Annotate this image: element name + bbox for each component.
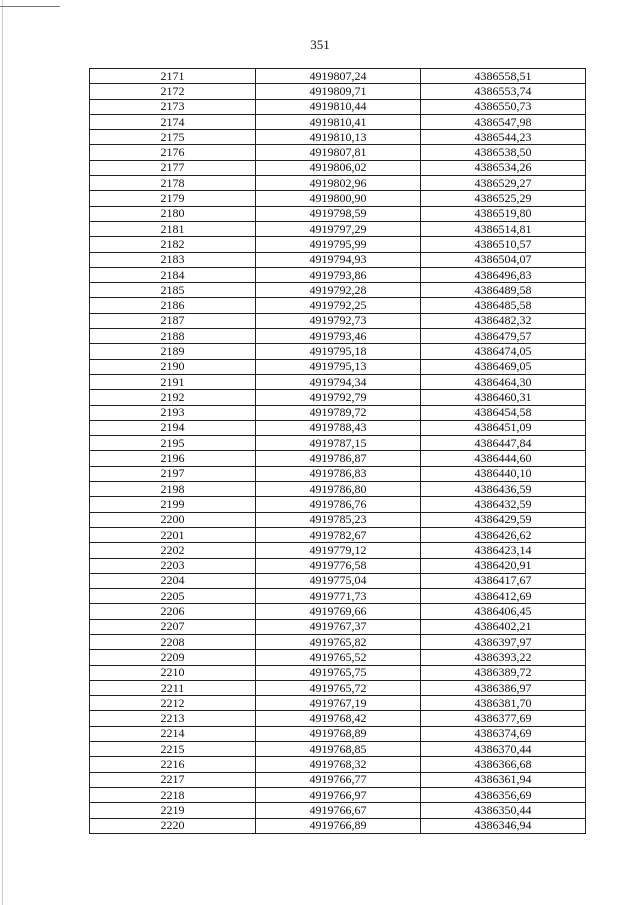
table-row	[90, 405, 586, 420]
x-coordinate-cell: 4919810,41	[256, 114, 421, 129]
y-coordinate-cell: 4386553,74	[421, 84, 586, 99]
point-number-cell: 2210	[90, 665, 256, 680]
table-row	[90, 543, 586, 558]
x-coordinate-cell: 4919766,77	[256, 772, 421, 787]
point-number-cell: 2205	[90, 589, 256, 604]
point-number-cell: 2200	[90, 512, 256, 527]
table-row	[90, 252, 586, 267]
point-number-cell: 2191	[90, 374, 256, 389]
table-row	[90, 283, 586, 298]
y-coordinate-cell: 4386454,58	[421, 405, 586, 420]
x-coordinate-cell: 4919793,46	[256, 329, 421, 344]
x-coordinate-cell: 4919768,32	[256, 757, 421, 772]
table-row	[90, 390, 586, 405]
y-coordinate-cell: 4386460,31	[421, 390, 586, 405]
point-number-cell: 2197	[90, 466, 256, 481]
x-coordinate-cell: 4919807,81	[256, 145, 421, 160]
point-number-cell: 2187	[90, 313, 256, 328]
table-row	[90, 313, 586, 328]
x-coordinate-cell: 4919806,02	[256, 160, 421, 175]
y-coordinate-cell: 4386479,57	[421, 329, 586, 344]
x-coordinate-cell: 4919765,52	[256, 650, 421, 665]
table-row	[90, 482, 586, 497]
point-number-cell: 2202	[90, 543, 256, 558]
x-coordinate-cell: 4919768,89	[256, 726, 421, 741]
x-coordinate-cell: 4919800,90	[256, 191, 421, 206]
y-coordinate-cell: 4386451,09	[421, 420, 586, 435]
y-coordinate-cell: 4386361,94	[421, 772, 586, 787]
y-coordinate-cell: 4386406,45	[421, 604, 586, 619]
y-coordinate-cell: 4386489,58	[421, 283, 586, 298]
x-coordinate-cell: 4919792,28	[256, 283, 421, 298]
x-coordinate-cell: 4919792,73	[256, 313, 421, 328]
point-number-cell: 2172	[90, 84, 256, 99]
x-coordinate-cell: 4919768,85	[256, 742, 421, 757]
point-number-cell: 2195	[90, 436, 256, 451]
table-row	[90, 130, 586, 145]
table-row	[90, 634, 586, 649]
y-coordinate-cell: 4386429,59	[421, 512, 586, 527]
x-coordinate-cell: 4919794,93	[256, 252, 421, 267]
y-coordinate-cell: 4386482,32	[421, 313, 586, 328]
table-row	[90, 420, 586, 435]
point-number-cell: 2189	[90, 344, 256, 359]
table-row	[90, 114, 586, 129]
x-coordinate-cell: 4919795,13	[256, 359, 421, 374]
point-number-cell: 2185	[90, 283, 256, 298]
table-row	[90, 466, 586, 481]
x-coordinate-cell: 4919786,80	[256, 482, 421, 497]
point-number-cell: 2192	[90, 390, 256, 405]
table-row	[90, 757, 586, 772]
y-coordinate-cell: 4386402,21	[421, 619, 586, 634]
x-coordinate-cell: 4919775,04	[256, 573, 421, 588]
point-number-cell: 2171	[90, 69, 256, 84]
page-number: 351	[310, 37, 330, 52]
point-number-cell: 2204	[90, 573, 256, 588]
x-coordinate-cell: 4919766,89	[256, 818, 421, 833]
point-number-cell: 2177	[90, 160, 256, 175]
y-coordinate-cell: 4386514,81	[421, 221, 586, 236]
y-coordinate-cell: 4386474,05	[421, 344, 586, 359]
y-coordinate-cell: 4386374,69	[421, 726, 586, 741]
y-coordinate-cell: 4386432,59	[421, 497, 586, 512]
x-coordinate-cell: 4919766,97	[256, 787, 421, 802]
x-coordinate-cell: 4919771,73	[256, 589, 421, 604]
point-number-cell: 2182	[90, 237, 256, 252]
point-number-cell: 2179	[90, 191, 256, 206]
x-coordinate-cell: 4919788,43	[256, 420, 421, 435]
table-row	[90, 99, 586, 114]
point-number-cell: 2203	[90, 558, 256, 573]
x-coordinate-cell: 4919786,76	[256, 497, 421, 512]
point-number-cell: 2216	[90, 757, 256, 772]
point-number-cell: 2193	[90, 405, 256, 420]
y-coordinate-cell: 4386447,84	[421, 436, 586, 451]
x-coordinate-cell: 4919768,42	[256, 711, 421, 726]
x-coordinate-cell: 4919795,99	[256, 237, 421, 252]
point-number-cell: 2194	[90, 420, 256, 435]
table-row	[90, 726, 586, 741]
table-row	[90, 787, 586, 802]
x-coordinate-cell: 4919765,75	[256, 665, 421, 680]
y-coordinate-cell: 4386464,30	[421, 374, 586, 389]
table-row	[90, 329, 586, 344]
point-number-cell: 2176	[90, 145, 256, 160]
table-row	[90, 558, 586, 573]
y-coordinate-cell: 4386519,80	[421, 206, 586, 221]
y-coordinate-cell: 4386538,50	[421, 145, 586, 160]
y-coordinate-cell: 4386436,59	[421, 482, 586, 497]
point-number-cell: 2208	[90, 634, 256, 649]
point-number-cell: 2190	[90, 359, 256, 374]
y-coordinate-cell: 4386504,07	[421, 252, 586, 267]
y-coordinate-cell: 4386440,10	[421, 466, 586, 481]
x-coordinate-cell: 4919776,58	[256, 558, 421, 573]
table-row	[90, 619, 586, 634]
y-coordinate-cell: 4386397,97	[421, 634, 586, 649]
y-coordinate-cell: 4386469,05	[421, 359, 586, 374]
table-row	[90, 665, 586, 680]
point-number-cell: 2217	[90, 772, 256, 787]
table-row	[90, 359, 586, 374]
point-number-cell: 2214	[90, 726, 256, 741]
x-coordinate-cell: 4919797,29	[256, 221, 421, 236]
x-coordinate-cell: 4919779,12	[256, 543, 421, 558]
y-coordinate-cell: 4386412,69	[421, 589, 586, 604]
x-coordinate-cell: 4919810,13	[256, 130, 421, 145]
point-number-cell: 2219	[90, 803, 256, 818]
x-coordinate-cell: 4919786,83	[256, 466, 421, 481]
x-coordinate-cell: 4919767,19	[256, 696, 421, 711]
table-row	[90, 206, 586, 221]
x-coordinate-cell: 4919795,18	[256, 344, 421, 359]
y-coordinate-cell: 4386496,83	[421, 267, 586, 282]
x-coordinate-cell: 4919767,37	[256, 619, 421, 634]
table-row	[90, 237, 586, 252]
y-coordinate-cell: 4386346,94	[421, 818, 586, 833]
y-coordinate-cell: 4386366,68	[421, 757, 586, 772]
point-number-cell: 2198	[90, 482, 256, 497]
x-coordinate-cell: 4919789,72	[256, 405, 421, 420]
table-row	[90, 267, 586, 282]
table-row	[90, 512, 586, 527]
table-row	[90, 84, 586, 99]
y-coordinate-cell: 4386485,58	[421, 298, 586, 313]
y-coordinate-cell: 4386444,60	[421, 451, 586, 466]
y-coordinate-cell: 4386558,51	[421, 69, 586, 84]
x-coordinate-cell: 4919765,72	[256, 680, 421, 695]
point-number-cell: 2218	[90, 787, 256, 802]
point-number-cell: 2213	[90, 711, 256, 726]
scan-edge-line	[2, 0, 3, 905]
table-row	[90, 69, 586, 84]
point-number-cell: 2211	[90, 680, 256, 695]
y-coordinate-cell: 4386525,29	[421, 191, 586, 206]
table-row	[90, 696, 586, 711]
table-row	[90, 772, 586, 787]
x-coordinate-cell: 4919798,59	[256, 206, 421, 221]
x-coordinate-cell: 4919769,66	[256, 604, 421, 619]
x-coordinate-cell: 4919792,25	[256, 298, 421, 313]
x-coordinate-cell: 4919787,15	[256, 436, 421, 451]
point-number-cell: 2184	[90, 267, 256, 282]
point-number-cell: 2220	[90, 818, 256, 833]
point-number-cell: 2174	[90, 114, 256, 129]
table-row	[90, 650, 586, 665]
table-row	[90, 527, 586, 542]
point-number-cell: 2212	[90, 696, 256, 711]
y-coordinate-cell: 4386381,70	[421, 696, 586, 711]
y-coordinate-cell: 4386426,62	[421, 527, 586, 542]
y-coordinate-cell: 4386393,22	[421, 650, 586, 665]
table-row	[90, 818, 586, 833]
y-coordinate-cell: 4386389,72	[421, 665, 586, 680]
y-coordinate-cell: 4386544,23	[421, 130, 586, 145]
x-coordinate-cell: 4919802,96	[256, 176, 421, 191]
point-number-cell: 2181	[90, 221, 256, 236]
table-row	[90, 451, 586, 466]
table-row	[90, 221, 586, 236]
y-coordinate-cell: 4386377,69	[421, 711, 586, 726]
x-coordinate-cell: 4919782,67	[256, 527, 421, 542]
table-row	[90, 680, 586, 695]
table-row	[90, 711, 586, 726]
x-coordinate-cell: 4919807,24	[256, 69, 421, 84]
x-coordinate-cell: 4919765,82	[256, 634, 421, 649]
x-coordinate-cell: 4919793,86	[256, 267, 421, 282]
table-row	[90, 589, 586, 604]
coordinates-table	[89, 68, 586, 834]
y-coordinate-cell: 4386356,69	[421, 787, 586, 802]
point-number-cell: 2206	[90, 604, 256, 619]
table-row	[90, 344, 586, 359]
y-coordinate-cell: 4386386,97	[421, 680, 586, 695]
x-coordinate-cell: 4919810,44	[256, 99, 421, 114]
scan-artifact-line	[0, 6, 60, 7]
point-number-cell: 2201	[90, 527, 256, 542]
table-row	[90, 191, 586, 206]
table-row	[90, 436, 586, 451]
point-number-cell: 2173	[90, 99, 256, 114]
point-number-cell: 2199	[90, 497, 256, 512]
y-coordinate-cell: 4386423,14	[421, 543, 586, 558]
x-coordinate-cell: 4919785,23	[256, 512, 421, 527]
x-coordinate-cell: 4919766,67	[256, 803, 421, 818]
table-row	[90, 298, 586, 313]
y-coordinate-cell: 4386370,44	[421, 742, 586, 757]
table-row	[90, 145, 586, 160]
point-number-cell: 2209	[90, 650, 256, 665]
point-number-cell: 2188	[90, 329, 256, 344]
x-coordinate-cell: 4919794,34	[256, 374, 421, 389]
point-number-cell: 2207	[90, 619, 256, 634]
y-coordinate-cell: 4386550,73	[421, 99, 586, 114]
y-coordinate-cell: 4386534,26	[421, 160, 586, 175]
y-coordinate-cell: 4386547,98	[421, 114, 586, 129]
y-coordinate-cell: 4386529,27	[421, 176, 586, 191]
table-row	[90, 604, 586, 619]
table-row	[90, 160, 586, 175]
point-number-cell: 2196	[90, 451, 256, 466]
x-coordinate-cell: 4919809,71	[256, 84, 421, 99]
point-number-cell: 2175	[90, 130, 256, 145]
point-number-cell: 2180	[90, 206, 256, 221]
x-coordinate-cell: 4919792,79	[256, 390, 421, 405]
table-row	[90, 374, 586, 389]
point-number-cell: 2186	[90, 298, 256, 313]
table-row	[90, 573, 586, 588]
table-row	[90, 497, 586, 512]
x-coordinate-cell: 4919786,87	[256, 451, 421, 466]
point-number-cell: 2183	[90, 252, 256, 267]
y-coordinate-cell: 4386417,67	[421, 573, 586, 588]
y-coordinate-cell: 4386420,91	[421, 558, 586, 573]
y-coordinate-cell: 4386350,44	[421, 803, 586, 818]
point-number-cell: 2178	[90, 176, 256, 191]
point-number-cell: 2215	[90, 742, 256, 757]
coordinates-table-body	[90, 69, 586, 834]
table-row	[90, 742, 586, 757]
y-coordinate-cell: 4386510,57	[421, 237, 586, 252]
table-row	[90, 803, 586, 818]
table-row	[90, 176, 586, 191]
